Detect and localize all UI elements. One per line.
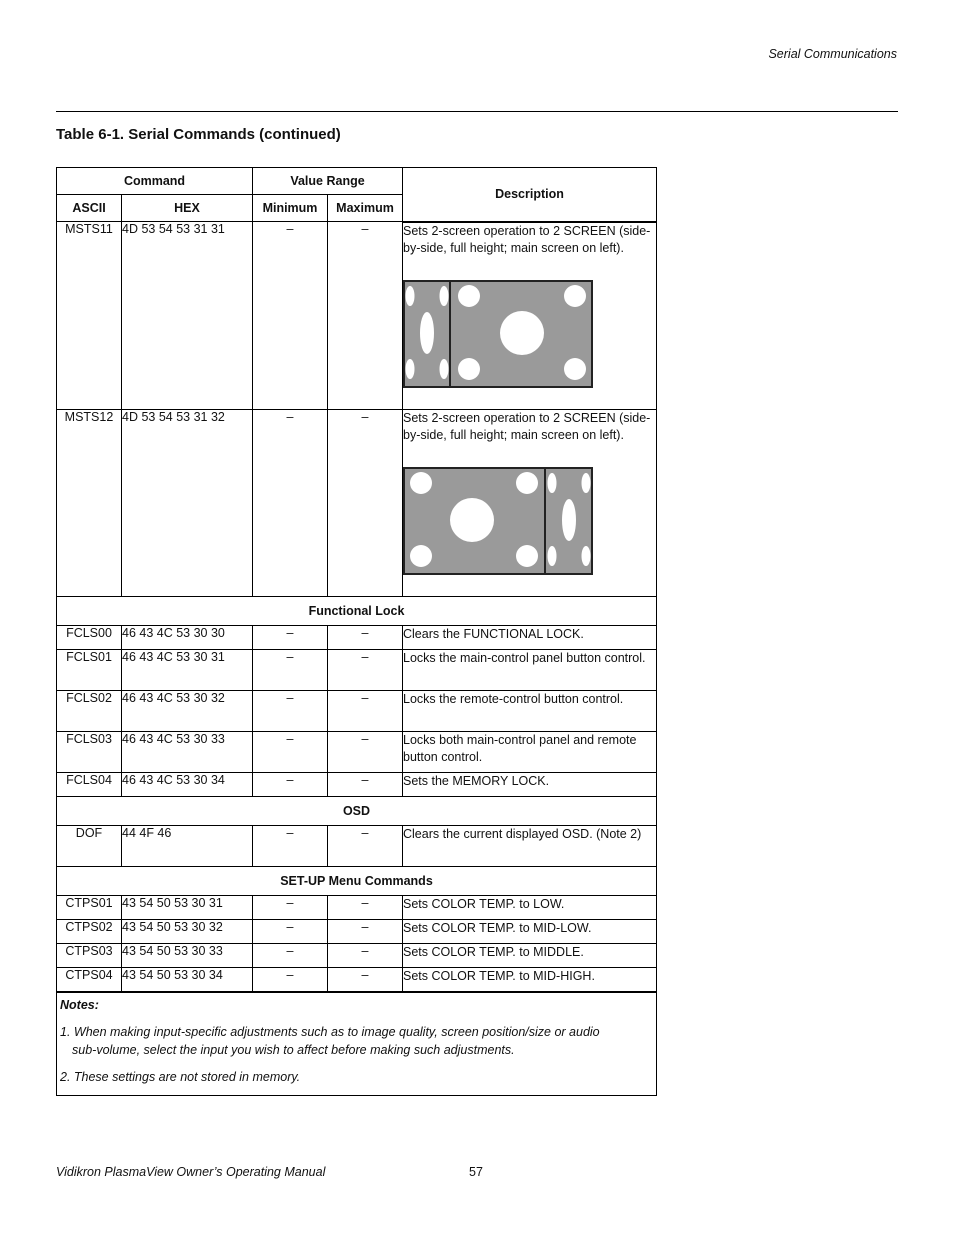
cell-hex: 46 43 4C 53 30 31 [122,649,253,690]
cell-maximum: – [328,625,403,649]
cell-hex: 46 43 4C 53 30 30 [122,625,253,649]
section-row-setup-menu [57,866,657,895]
table-row [57,625,657,649]
table-row [57,919,657,943]
cell-maximum: – [328,895,403,919]
cell-maximum: – [328,690,403,731]
cell-ascii: DOF [57,825,122,866]
cell-description: Sets COLOR TEMP. to MID-LOW. [403,919,657,943]
cell-ascii: CTPS01 [57,895,122,919]
footer-manual-title: Vidikron PlasmaView Owner’s Operating Manual [56,1165,326,1179]
cell-minimum: – [253,772,328,796]
section-label: Functional Lock [57,596,657,625]
serial-commands-table [56,167,657,1096]
cell-minimum: – [253,222,328,410]
section-row-osd [57,796,657,825]
cell-ascii: FCLS04 [57,772,122,796]
cell-minimum: – [253,943,328,967]
cell-maximum: – [328,649,403,690]
cell-maximum: – [328,919,403,943]
table-row [57,825,657,866]
section-label: SET-UP Menu Commands [57,866,657,895]
cell-hex: 43 54 50 53 30 33 [122,943,253,967]
table-row [57,895,657,919]
running-head: Serial Communications [768,47,897,61]
col-header-ascii: ASCII [57,195,122,222]
page-number: 57 [469,1165,483,1179]
note-1-line-1: 1. When making input-specific adjustments such as to image quality, screen position/size or audio [60,1025,600,1039]
cell-description: Locks the main-control panel button control. [403,649,657,690]
cell-description: Sets COLOR TEMP. to MID-HIGH. [403,967,657,992]
two-screen-main-left-diagram [403,280,593,388]
table-title: Table 6-1. Serial Commands (continued) [56,126,341,143]
cell-ascii: FCLS02 [57,690,122,731]
col-header-value-range: Value Range [253,168,403,195]
cell-hex: 46 43 4C 53 30 33 [122,731,253,772]
table-row [57,409,657,596]
notes-row [57,992,657,1096]
header-row-1 [57,168,657,195]
cell-description [403,222,657,410]
cell-maximum: – [328,825,403,866]
two-screen-main-right-diagram [403,467,593,575]
cell-minimum: – [253,649,328,690]
col-header-minimum: Minimum [253,195,328,222]
cell-maximum: – [328,222,403,410]
cell-minimum: – [253,967,328,992]
header-rule [56,111,898,112]
cell-hex: 46 43 4C 53 30 32 [122,690,253,731]
table-row [57,967,657,992]
cell-ascii: FCLS01 [57,649,122,690]
cell-minimum: – [253,690,328,731]
cell-hex: 44 4F 46 [122,825,253,866]
cell-description: Sets the MEMORY LOCK. [403,772,657,796]
col-header-command: Command [57,168,253,195]
cell-hex: 43 54 50 53 30 32 [122,919,253,943]
cell-maximum: – [328,943,403,967]
cell-hex: 4D 53 54 53 31 31 [122,222,253,410]
cell-maximum: – [328,731,403,772]
cell-minimum: – [253,825,328,866]
cell-description: Locks the remote-control button control. [403,690,657,731]
cell-description: Sets COLOR TEMP. to LOW. [403,895,657,919]
cell-ascii: FCLS00 [57,625,122,649]
description-text: Sets 2-screen operation to 2 SCREEN (side-by-side, full height; main screen on left). [403,410,651,442]
note-1 [60,1024,648,1059]
note-2: 2. These settings are not stored in memory. [60,1070,301,1084]
cell-ascii: CTPS03 [57,943,122,967]
cell-minimum: – [253,895,328,919]
cell-ascii: CTPS02 [57,919,122,943]
cell-minimum: – [253,731,328,772]
col-header-maximum: Maximum [328,195,403,222]
table-row [57,649,657,690]
cell-minimum: – [253,625,328,649]
cell-description [403,409,657,596]
cell-minimum: – [253,409,328,596]
cell-description: Clears the current displayed OSD. (Note 2) [403,825,657,866]
notes-title: Notes: [60,997,99,1012]
col-header-description: Description [403,168,657,222]
section-label: OSD [57,796,657,825]
cell-hex: 4D 53 54 53 31 32 [122,409,253,596]
cell-description: Locks both main-control panel and remote button control. [403,731,657,772]
table-row [57,772,657,796]
cell-maximum: – [328,772,403,796]
notes-cell [57,992,657,1096]
col-header-hex: HEX [122,195,253,222]
table-row [57,943,657,967]
table-row [57,690,657,731]
section-row-functional-lock [57,596,657,625]
cell-ascii: FCLS03 [57,731,122,772]
table-row [57,222,657,410]
cell-minimum: – [253,919,328,943]
cell-ascii: CTPS04 [57,967,122,992]
cell-ascii: MSTS12 [57,409,122,596]
cell-description: Clears the FUNCTIONAL LOCK. [403,625,657,649]
table-row [57,731,657,772]
cell-hex: 43 54 50 53 30 31 [122,895,253,919]
note-1-line-2: sub-volume, select the input you wish to affect before making such adjustments. [72,1042,515,1057]
cell-ascii: MSTS11 [57,222,122,410]
cell-description: Sets COLOR TEMP. to MIDDLE. [403,943,657,967]
cell-maximum: – [328,967,403,992]
cell-hex: 43 54 50 53 30 34 [122,967,253,992]
cell-maximum: – [328,409,403,596]
cell-hex: 46 43 4C 53 30 34 [122,772,253,796]
description-text: Sets 2-screen operation to 2 SCREEN (side-by-side, full height; main screen on left). [403,223,651,255]
